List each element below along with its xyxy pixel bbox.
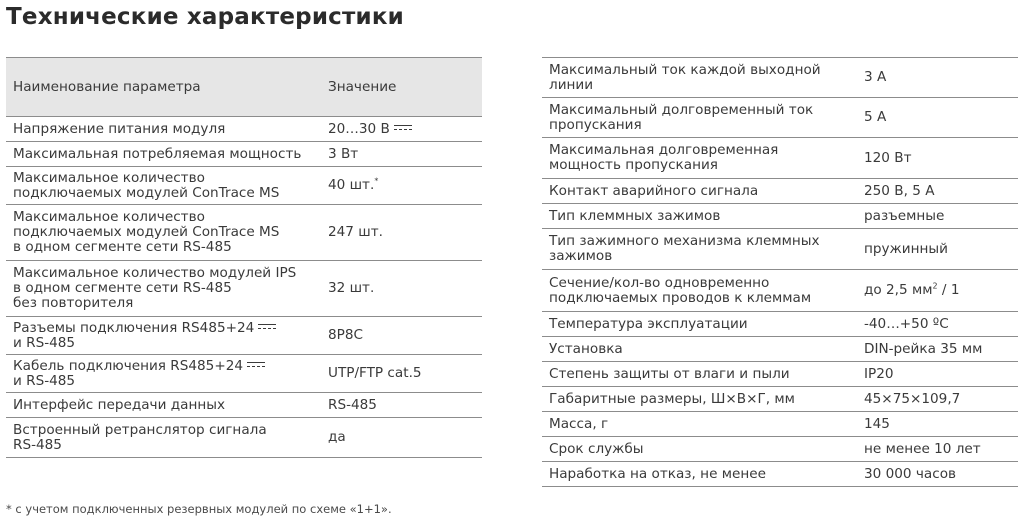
param-value-tail: / 1: [937, 282, 960, 298]
table-row: [6, 261, 482, 317]
param-name-text: Максимальное количество подключаемых модулей ConTrace MS: [13, 169, 280, 201]
param-name-text: Габаритные размеры, Ш×В×Г, мм: [549, 390, 795, 407]
param-value-text: разъемные: [864, 207, 945, 224]
param-value: [857, 337, 1018, 362]
param-name-text: Степень защиты от влаги и пыли: [549, 365, 790, 382]
table-row: [542, 412, 1018, 437]
param-value-text: DIN-рейка 35 мм: [864, 340, 983, 357]
param-value-text: 40 шт.: [328, 177, 375, 193]
param-name-text: Максимальное количество подключаемых модулей ConTrace MS в одном сегменте сети RS-485: [13, 209, 280, 255]
footnote-mark: *: [374, 176, 379, 186]
table-row: [542, 179, 1018, 204]
param-value: [321, 167, 482, 205]
param-name: [542, 179, 857, 204]
param-value: [857, 362, 1018, 387]
param-name-text: Температура эксплуатации: [549, 315, 748, 332]
param-name-text-2: и RS-485: [13, 372, 76, 389]
param-name-text: Максимальная потребляемая мощность: [13, 145, 302, 162]
param-value: [857, 138, 1018, 179]
param-value: [857, 58, 1018, 98]
dc-current-icon: [394, 125, 412, 132]
param-value: [321, 418, 482, 458]
param-value: [857, 179, 1018, 204]
table-row: [6, 418, 482, 458]
param-value-text: -40…+50 ºС: [864, 315, 949, 332]
param-value-text: не менее 10 лет: [864, 440, 981, 457]
param-value-text: до 2,5 мм: [864, 282, 933, 298]
param-value-text: 20…30 В: [328, 120, 390, 137]
table-row: [6, 393, 482, 418]
param-value: [857, 204, 1018, 229]
param-value: [321, 205, 482, 261]
param-value: [321, 261, 482, 317]
param-value-text: пружинный: [864, 240, 948, 257]
table-row: [542, 312, 1018, 337]
param-value: [857, 229, 1018, 270]
param-name-text: Напряжение питания модуля: [13, 120, 226, 137]
param-name: [542, 412, 857, 437]
param-value: [857, 387, 1018, 412]
param-name: [542, 270, 857, 312]
param-value-text: 3 Вт: [328, 145, 359, 162]
table-row: [542, 98, 1018, 138]
param-name: [542, 387, 857, 412]
param-name-text: Тип зажимного механизма клеммных зажимов: [549, 233, 820, 264]
param-name-text: Установка: [549, 340, 623, 357]
table-header-row: [6, 58, 482, 117]
param-value-text: 45×75×109,7: [864, 390, 961, 407]
header-name: Наименование параметра: [6, 58, 321, 117]
param-name-text: Тип клеммных зажимов: [549, 207, 721, 224]
table-row: [6, 117, 482, 142]
param-name: [542, 462, 857, 487]
param-value-text: UTP/FTP cat.5: [328, 365, 422, 381]
dc-current-icon: [247, 362, 265, 369]
param-name: [542, 312, 857, 337]
footnote: * с учетом подключенных резервных модулей по схеме «1+1».: [6, 502, 392, 516]
param-name: [6, 393, 321, 418]
param-name: [542, 204, 857, 229]
param-name-text: Контакт аварийного сигнала: [549, 182, 759, 199]
param-name-text-2: и RS-485: [13, 334, 76, 351]
table-row: [542, 437, 1018, 462]
param-name-text: Максимальное количество модулей IPS в одном сегменте сети RS-485 без повторителя: [13, 265, 297, 311]
table-row: [6, 142, 482, 167]
param-name-text: Встроенный ретранслятор сигнала RS-485: [13, 421, 267, 453]
table-row: [6, 167, 482, 205]
param-name: [542, 138, 857, 179]
param-name: [6, 205, 321, 261]
param-name-text: Интерфейс передачи данных: [13, 396, 226, 413]
param-value: [857, 437, 1018, 462]
param-name: [542, 362, 857, 387]
param-name: [6, 355, 321, 393]
param-value-text: 247 шт.: [328, 224, 383, 240]
param-value: [321, 393, 482, 418]
param-name: [542, 437, 857, 462]
param-value-text: 5 А: [864, 109, 887, 125]
specs-table-left: [6, 57, 482, 458]
specs-table-right: [542, 57, 1018, 487]
param-name-text: Масса, г: [549, 415, 609, 432]
param-value: [857, 312, 1018, 337]
param-value: [321, 355, 482, 393]
param-name: [542, 229, 857, 270]
param-name-text: Разъемы подключения RS485+24: [13, 319, 255, 336]
param-value: [321, 317, 482, 355]
param-name: [6, 142, 321, 167]
unit-superscript: 2: [932, 281, 938, 291]
table-row: [542, 337, 1018, 362]
param-value-text: 145: [864, 415, 890, 432]
param-value: [321, 142, 482, 167]
param-value-text: 3 А: [864, 69, 887, 85]
param-value-text: да: [328, 429, 346, 445]
param-value: [857, 98, 1018, 138]
param-value-text: 32 шт.: [328, 280, 375, 296]
table-row: [6, 355, 482, 393]
page-title: Технические характеристики: [6, 4, 404, 30]
param-name: [6, 117, 321, 142]
header-value: Значение: [321, 58, 482, 117]
table-row: [542, 270, 1018, 312]
param-value-text: 8P8C: [328, 327, 363, 343]
param-value: [857, 412, 1018, 437]
param-name-text: Максимальный долговременный ток пропускания: [549, 101, 814, 133]
param-name: [542, 98, 857, 138]
param-name: [6, 261, 321, 317]
table-row: [542, 204, 1018, 229]
param-value-text: 120 Вт: [864, 149, 912, 166]
table-row: [542, 58, 1018, 98]
param-value: [321, 117, 482, 142]
dc-current-icon: [258, 324, 276, 331]
table-row: [542, 229, 1018, 270]
param-value-text: RS-485: [328, 396, 377, 413]
table-row: [542, 138, 1018, 179]
param-name-text: Максимальный ток каждой выходной линии: [549, 61, 821, 93]
param-name: [6, 317, 321, 355]
param-name: [6, 167, 321, 205]
param-name-text: Кабель подключения RS485+24: [13, 357, 244, 374]
param-name-text: Срок службы: [549, 440, 644, 457]
param-name-text: Максимальная долговременная мощность пропускания: [549, 142, 779, 173]
table-row: [6, 205, 482, 261]
param-value-text: IP20: [864, 365, 894, 382]
param-name: [542, 58, 857, 98]
param-name-text: Наработка на отказ, не менее: [549, 465, 766, 482]
param-value-text: 30 000 часов: [864, 465, 957, 482]
param-name: [6, 418, 321, 458]
param-name-text: Сечение/кол-во одновременно подключаемых проводов к клеммам: [549, 274, 812, 306]
param-value-text: 250 В, 5 А: [864, 182, 935, 199]
param-value: [857, 270, 1018, 312]
table-row: [542, 462, 1018, 487]
table-row: [542, 362, 1018, 387]
table-row: [6, 317, 482, 355]
param-name: [542, 337, 857, 362]
table-row: [542, 387, 1018, 412]
param-value: [857, 462, 1018, 487]
